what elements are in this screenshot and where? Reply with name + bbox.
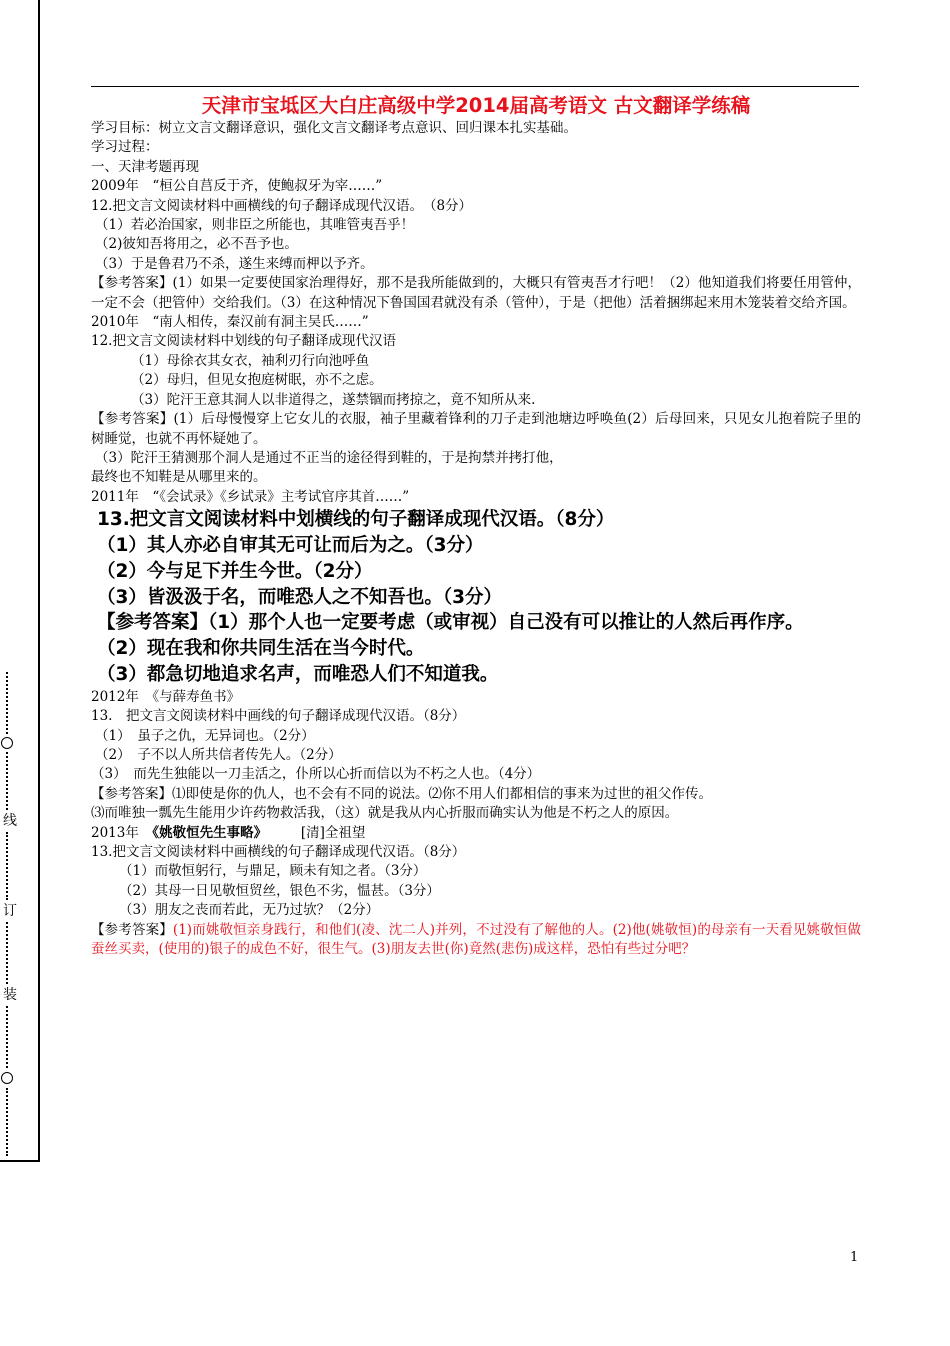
year-2009-item: （1）若必治国家，则非臣之所能也，其唯管夷吾乎！: [95, 217, 415, 234]
answer-label: 【参考答案】: [91, 785, 172, 802]
year-2010-item: （1）母徐衣其女衣，袖利刃行向池呼鱼: [131, 352, 370, 369]
year-2012-item: （2） 子不以人所共信者传先人。（2分）: [95, 746, 342, 763]
year-2010-question: 12.把文言文阅读材料中划线的句子翻译成现代汉语: [91, 333, 396, 350]
year-2011-answer: [91, 610, 861, 636]
year-2012-answer: [91, 785, 861, 804]
document-body: [91, 94, 861, 959]
year-2010-answer-line: （3）陀汗王猜测那个洞人是通过不正当的途径得到鞋的，于是拘禁并拷打他，: [95, 449, 563, 466]
year-2013-question: 13.把文言文阅读材料中画横线的句子翻译成现代汉语。（8分）: [91, 843, 466, 860]
binding-circle: [1, 737, 13, 749]
year-2010-item: （2）母归，但见女抱庭树眠，亦不之虑。: [131, 372, 383, 389]
year-2011-item: （2）今与足下并生今世。（2分）: [97, 560, 373, 582]
year-2013-work: 《姚敬恒先生事略》: [152, 824, 261, 841]
year-2013-item: （2）其母一日见敬恒贸丝，银色不劣，愠甚。（3分）: [119, 882, 440, 899]
year-2013-header: [91, 824, 861, 843]
answer-label: 【参考答案】: [91, 275, 173, 292]
binding-margin: [0, 0, 40, 1160]
answer-label: 【参考答案】: [91, 411, 174, 428]
year-2012-item: （3） 而先生独能以一刀圭活之，仆所以心折而信以为不朽之人也。（4分）: [91, 766, 541, 783]
year-2013-year: 2013年: [91, 824, 153, 841]
answer-text: (1）后母慢慢穿上它女儿的衣服，袖子里藏着锋利的刀子走到池塘边呼唤鱼(2）后母回来，只见女儿抱着院子里的树睡觉，也就不再怀疑她了。: [91, 411, 861, 447]
year-2011-item: （3）皆汲汲于名，而唯恐人之不知吾也。（3分）: [97, 586, 502, 608]
header-rule: [91, 86, 859, 87]
year-2013-item: （3）朋友之丧而若此，无乃过欤？（2分）: [119, 902, 380, 919]
page-title: 天津市宝坻区大白庄高级中学2014届高考语文 古文翻译学练稿: [201, 94, 751, 117]
answer-label: 【参考答案】: [97, 612, 209, 634]
binding-dotted-line: [6, 752, 8, 810]
year-2013-answer: [91, 921, 861, 960]
binding-dotted-line: [6, 1006, 8, 1068]
section-heading: 一、天津考题再现: [91, 158, 199, 175]
answer-text: (1)而姚敬恒亲身践行，和他们(凌、沈二人)并列，不过没有了解他的人。(2)他(姚敬恒)的母亲有一天看见姚敬恒做蚕丝买卖，(使用的)银子的成色不好，很生气。(3)朋友去世(你)竟然(悲伤)成这样，恐怕有些过分吧？: [91, 921, 862, 957]
year-2011-answer-line: （3）都急切地追求名声，而唯恐人们不知道我。: [97, 663, 499, 685]
binding-circle: [1, 1072, 13, 1084]
binding-dotted-line: [6, 1088, 8, 1156]
year-2012-question: 13. 把文言文阅读材料中画线的句子翻译成现代汉语。（8分）: [91, 708, 466, 725]
year-2010-answer: [91, 410, 861, 449]
binding-dotted-line: [6, 922, 8, 984]
answer-text: （1）那个人也一定要考虑（或审视）自己没有可以推让的人然后再作序。: [208, 612, 804, 634]
year-2009-item: （3）于是鲁君乃不杀，遂生来缚而柙以予齐。: [95, 255, 374, 272]
year-2012-header: 2012年 《与薛寿鱼书》: [91, 688, 241, 705]
answer-text: ⑴即使是你的仇人，也不会有不同的说法。⑵你不用人们都相信的事来为过世的祖父作传。: [172, 785, 712, 802]
year-2011-header: 2011年 “《会试录》《乡试录》主考试官序其首……”: [91, 488, 410, 505]
year-2011-answer-line: （2）现在我和你共同生活在当今时代。: [97, 638, 425, 660]
year-2010-header: 2010年 “南人相传，秦汉前有洞主吴氏……”: [91, 314, 369, 331]
year-2012-item: （1） 虽子之仇，无异词也。（2分）: [95, 727, 315, 744]
learning-objective: 学习目标：树立文言文翻译意识，强化文言文翻译考点意识、回归课本扎实基础。: [91, 120, 577, 136]
year-2010-answer-line: 最终也不知鞋是从哪里来的。: [91, 469, 267, 486]
answer-label: 【参考答案】: [91, 921, 173, 938]
year-2012-answer-line: ⑶而唯独一瓢先生能用少许药物救活我，（这）就是我从内心折服而确实认为他是不朽之人的原因。: [91, 805, 679, 822]
year-2011-question: 13.把文言文阅读材料中划横线的句子翻译成现代汉语。（8分）: [97, 509, 615, 531]
year-2013-item: （1）而敬恒躬行，与鼎足，顾未有知之者。（3分）: [119, 863, 427, 880]
year-2009-answer: [91, 274, 861, 313]
learning-process: 学习过程：: [91, 139, 159, 156]
binding-label-ding: 订: [3, 903, 17, 919]
year-2009-question: 12.把文言文阅读材料中画横线的句子翻译成现代汉语。 （8分）: [91, 197, 473, 214]
year-2013-author: [清]全祖望: [260, 824, 366, 841]
binding-label-zhuang: 装: [3, 987, 17, 1003]
year-2010-item: （3）陀汗王意其洞人以非道得之，遂禁锢而拷掠之，竟不知所从来.: [131, 391, 536, 408]
year-2009-item: （2)彼知吾将用之，必不吾予也。: [95, 236, 298, 253]
answer-text: (1）如果一定要使国家治理得好，那不是我所能做到的，大概只有管夷吾才行吧！（2）他知道我们将要任用管仲，一定不会（把管仲）交给我们。（3）在这种情况下鲁国国君就没有杀（管仲），于是（把他）活着捆绑起来用木笼装着交给齐国。: [91, 275, 861, 311]
binding-dotted-line: [6, 832, 8, 900]
page-number: 1: [850, 1250, 859, 1265]
binding-dotted-line: [6, 672, 8, 734]
binding-label-xian: 线: [3, 813, 17, 829]
year-2009-header: 2009年 “桓公自莒反于齐，使鲍叔牙为宰……”: [91, 178, 383, 195]
year-2011-item: （1）其人亦必自审其无可让而后为之。（3分）: [97, 534, 484, 556]
